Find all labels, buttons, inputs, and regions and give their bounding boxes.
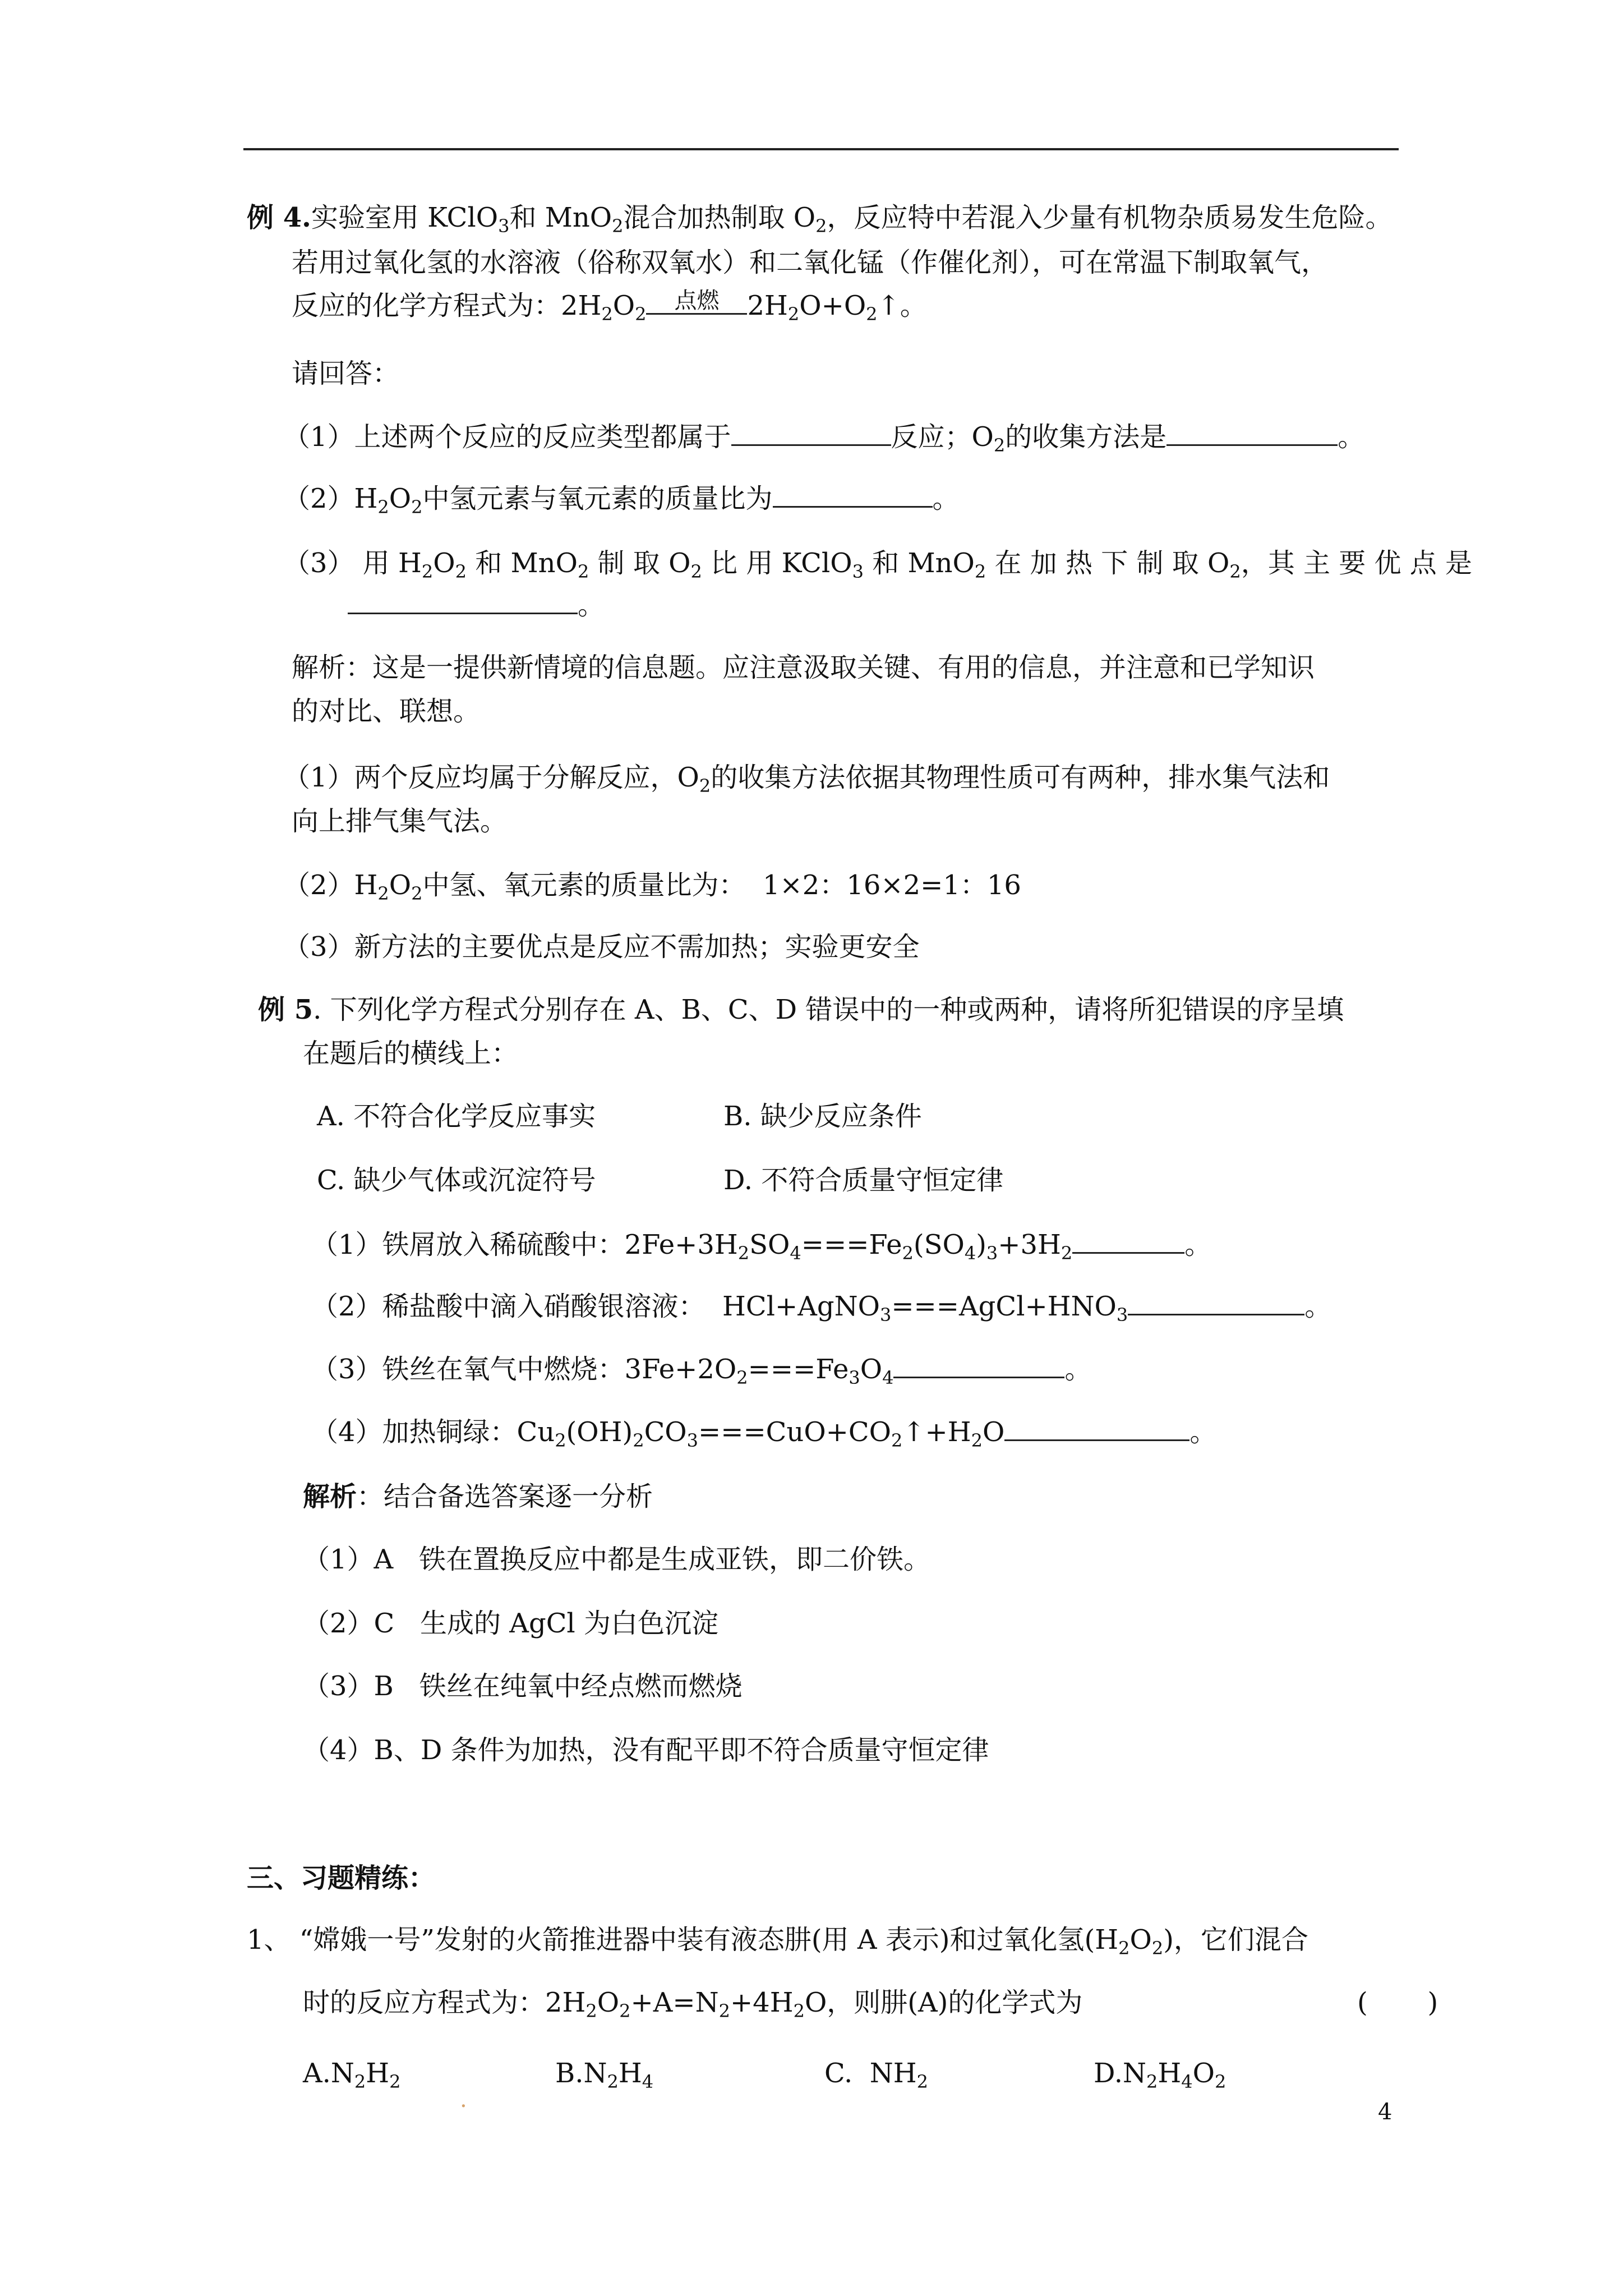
- ex4-answer-1-cont: 向上排气集气法。: [292, 806, 508, 837]
- ex4-line-3: 反应的化学方程式为：$2H_2O_2$ 点燃 $2H_2O+O_2↑$。: [292, 288, 927, 325]
- ex5-result-1: （1）A 铁在置换反应中都是生成亚铁，即二价铁。: [303, 1544, 930, 1575]
- ex5-option-d: D. 不符合质量守恒定律: [723, 1165, 1004, 1196]
- ex4-analysis-2: 的对比、联想。: [292, 696, 481, 727]
- stray-dot: .: [460, 2087, 467, 2113]
- ex4-question-1: （1）上述两个反应的反应类型都属于 反应；$O_2$的收集方法是 。: [283, 420, 1364, 454]
- ex5-result-2: （2）C 生成的 AgCl 为白色沉淀: [303, 1608, 719, 1639]
- section-3-title: 三、习题精练：: [247, 1862, 436, 1894]
- ex4-answer-1: （1）两个反应均属于分解反应，$O_2$的收集方法依据其物理性质可有两种，排水集气法和: [283, 762, 1330, 797]
- ex4-analysis-1: 解析：这是一提供新情境的信息题。应注意汲取关键、有用的信息，并注意和已学知识: [292, 652, 1315, 683]
- ex4-question-3-cont: 。: [348, 588, 605, 622]
- page-number: 4: [1378, 2099, 1393, 2125]
- answer-blank[interactable]: [893, 1352, 1064, 1378]
- exercise-1-option-c[interactable]: C. $NH_2$: [824, 2058, 929, 2092]
- ex4-question-2: $(2)H_2O_2$中氢元素与氧元素的质量比为 。: [283, 481, 960, 516]
- ex5-analysis: 解析：结合备选答案逐一分析: [303, 1481, 653, 1512]
- answer-blank[interactable]: [731, 420, 891, 446]
- answer-blank[interactable]: [348, 588, 578, 614]
- exercise-1-option-b[interactable]: $B.N_2H_4$: [555, 2058, 654, 2092]
- ex5-option-c: C. 缺少气体或沉淀符号: [317, 1165, 596, 1196]
- ex5-option-b: B. 缺少反应条件: [723, 1101, 922, 1132]
- ex5-result-4: （4）B、D 条件为加热，没有配平即不符合质量守恒定律: [303, 1734, 989, 1766]
- ex5-line-2: 在题后的横线上：: [303, 1038, 519, 1069]
- ex4-line-1: 例 4.实验室用 KClO$_3$和 MnO$_2$混合加热制取 $O_2$，反应特中若混入少量有机物杂质易发生危险。: [247, 202, 1393, 237]
- ex4-label: 例 4.: [247, 202, 311, 233]
- exercise-1-line-1: 1、 “嫦娥一号”发射的火箭推进器中装有液态肼(用 A 表示)和过氧化氢$(H_2O_2)$，它们混合: [247, 1924, 1308, 1959]
- ex5-equation-4: （4）加热铜绿：$Cu_2(OH)_2CO_3===CuO+CO_2↑+H_2O$ 。: [311, 1415, 1216, 1449]
- header-rule: [243, 148, 1399, 150]
- answer-blank[interactable]: [773, 481, 933, 508]
- ex5-label: 例 5: [258, 994, 313, 1025]
- ex4-question-3: （3） 用 $H_2O_2$ 和 MnO$_2$ 制 取 $O_2$ 比 用 KClO$_3$ 和 MnO$_2$ 在 加 热 下 制 取 $O_2$，其 主 要 优 点 是: [283, 547, 1473, 582]
- ex5-equation-2: （2）稀盐酸中滴入硝酸银溶液： $HCl+AgNO_3===AgCl+HNO_3$ 。: [311, 1289, 1331, 1323]
- ex5-line-1: 例 5. 下列化学方程式分别存在 A、B、C、D 错误中的一种或两种，请将所犯错误的序呈填: [258, 994, 1344, 1025]
- answer-blank[interactable]: [1128, 1289, 1304, 1315]
- ex4-answer-2: $(2)H_2O_2$中氢、氧元素的质量比为： 1×2：16×2=1：16: [283, 869, 1021, 904]
- answer-blank[interactable]: [1004, 1415, 1189, 1441]
- exercise-1-option-d[interactable]: $D.N_2H_4O_2$: [1094, 2058, 1227, 2092]
- answer-blank[interactable]: [1166, 420, 1338, 446]
- answer-blank[interactable]: [1072, 1227, 1184, 1254]
- ex4-answer-3: （3）新方法的主要优点是反应不需加热；实验更安全: [283, 931, 920, 963]
- ex5-option-a: A. 不符合化学反应事实: [317, 1101, 596, 1132]
- ex5-equation-1: （1）铁屑放入稀硫酸中：$2Fe+3H_2SO_4===Fe_2(SO_4)_3+3H_2$ 。: [311, 1227, 1211, 1262]
- ex4-ask: 请回答：: [292, 358, 400, 389]
- answer-parentheses[interactable]: ( ): [1357, 1987, 1438, 2018]
- reaction-condition: 点燃: [646, 288, 747, 323]
- exercise-1-line-2: 时的反应方程式为：$2H_2O_2+A=N_2+4H_2O$，则肼(A)的化学式为: [303, 1987, 1083, 2022]
- ex5-equation-3: （3）铁丝在氧气中燃烧：$3Fe+2O_2===Fe_3O_4$ 。: [311, 1352, 1091, 1386]
- exercise-1-option-a[interactable]: $A.N_2H_2$: [303, 2058, 401, 2092]
- ex5-result-3: （3）B 铁丝在纯氧中经点燃而燃烧: [303, 1671, 743, 1702]
- ex4-line-2: 若用过氧化氢的水溶液（俗称双氧水）和二氧化锰（作催化剂），可在常温下制取氧气，: [292, 247, 1329, 278]
